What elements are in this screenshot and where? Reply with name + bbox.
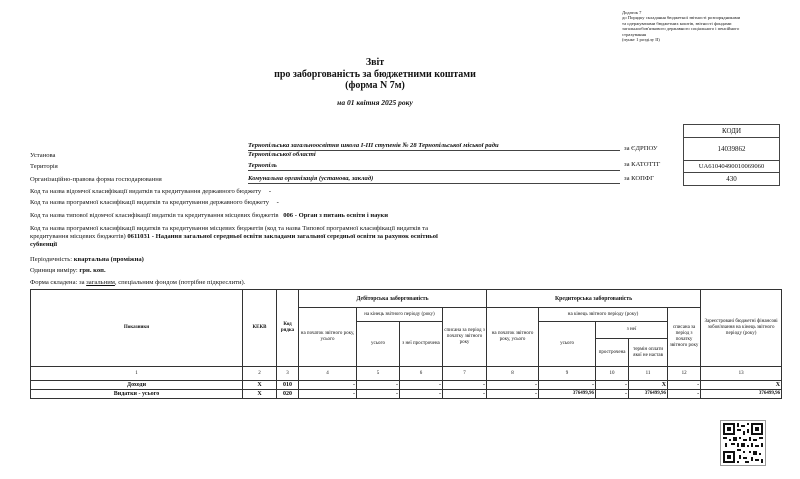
cell: - — [443, 390, 487, 399]
cell: - — [357, 390, 400, 399]
appendix-line: (пункт 1 розділу II) — [622, 37, 660, 43]
title-line-2: про заборгованість за бюджетними коштами — [274, 68, 476, 80]
col-number: 10 — [596, 367, 629, 381]
state-dept-value: - — [268, 188, 272, 195]
legal-form-label: Організаційно-правова форма господарювання — [30, 176, 162, 183]
title-line-3: (форма N 7м) — [345, 80, 405, 91]
cell: 376499,96 — [629, 390, 668, 399]
katottg-label: за КАТОТТГ — [624, 161, 661, 168]
cell: - — [400, 381, 443, 390]
edrpou-code: 14039862 — [684, 137, 780, 160]
unit-label: Одиниця виміру: — [30, 267, 78, 274]
col-number: 6 — [400, 367, 443, 381]
header-c-end: на кінець звітного періоду (року) — [539, 308, 668, 322]
col-number: 5 — [357, 367, 400, 381]
header-debit: Дебіторська заборгованість — [299, 290, 487, 308]
appendix-line: до Порядку складання бюджетної звітності розпорядниками — [622, 15, 741, 21]
header-c-registered: Зареєстровані бюджетні фінансові зобов'язання на кінець звітного періоду (року) — [701, 290, 782, 367]
state-dept-label: Код та назва відомчої класифікації видатків та кредитування державного бюджету — [30, 188, 262, 195]
row-code: 020 — [277, 390, 299, 399]
row-name: Видатки - усього — [31, 390, 243, 399]
qr-code — [720, 420, 766, 466]
table-row — [31, 381, 782, 390]
institution-value-line2: Тернопільської області — [248, 151, 316, 158]
header-d-start: на початок звітного року, усього — [299, 308, 357, 367]
local-program-value: 0611031 - Надання загальної середньої освіти закладами загальної середньої освіти за рахунок освітньої — [127, 233, 438, 240]
header-c-written: списана за період з початку звітного року — [668, 308, 701, 367]
unit — [30, 267, 106, 275]
cell: X — [701, 381, 782, 390]
header-d-written: списана за період з початку звітного року — [443, 308, 487, 367]
cell: X — [629, 381, 668, 390]
appendix-line: Додаток 7 — [622, 10, 642, 15]
header-c-overdue: прострочена — [596, 339, 629, 366]
form-note — [30, 279, 245, 287]
header-d-total: усього — [357, 322, 400, 367]
kopfg-label: за КОПФГ — [624, 175, 654, 182]
form-note-suffix: , спеціальним фондом (потрібне підкреслити). — [114, 279, 246, 286]
col-number: 4 — [299, 367, 357, 381]
row-code: 010 — [277, 381, 299, 390]
appendix-line: страхування — [622, 31, 647, 37]
state-dept-classifier — [30, 188, 271, 196]
codes-header: КОДИ — [684, 125, 780, 138]
header-kekv: КЕКВ — [243, 290, 277, 367]
row-name: Доходи — [31, 381, 243, 390]
appendix-line: загальнообов'язкового державного соціального і пенсійного — [622, 26, 740, 32]
col-number: 9 — [539, 367, 596, 381]
state-program-classifier — [30, 199, 279, 207]
cell: - — [596, 381, 629, 390]
report-title — [230, 57, 520, 92]
kopfg-code: 430 — [684, 173, 780, 186]
col-number: 12 — [668, 367, 701, 381]
header-credit: Кредиторська заборгованість — [487, 290, 701, 308]
debt-table — [30, 289, 782, 399]
periodicity-value: квартальна (проміжна) — [73, 256, 144, 263]
territory-value: Тернопіль — [248, 162, 620, 171]
local-program-line3: субвенції — [30, 241, 58, 248]
cell: - — [443, 381, 487, 390]
report-date: на 01 квітня 2025 року — [337, 98, 413, 107]
column-numbers-row — [31, 367, 782, 381]
cell: - — [487, 381, 539, 390]
periodicity — [30, 256, 144, 264]
header-c-of-group — [596, 322, 668, 367]
cell: 376499,96 — [701, 390, 782, 399]
cell: - — [668, 390, 701, 399]
header-c-due: термін оплати якої не настав — [633, 346, 664, 358]
appendix-note — [622, 10, 782, 42]
territory-label: Територія — [30, 163, 58, 170]
header-indicators: Показники — [31, 290, 243, 367]
cell: - — [400, 390, 443, 399]
unit-value: грн. коп. — [79, 267, 106, 274]
header-c-of: з неї — [596, 322, 667, 339]
cell: - — [299, 390, 357, 399]
local-typical-value: 006 - Орган з питань освіти і науки — [283, 212, 388, 219]
col-number: 1 — [31, 367, 243, 381]
local-typical-classifier — [30, 212, 388, 220]
header-d-overdue: з неї прострочена — [400, 322, 443, 367]
form-note-general: загальним — [86, 279, 115, 286]
title-line-1: Звіт — [365, 57, 385, 68]
cell: - — [539, 381, 596, 390]
cell: - — [357, 381, 400, 390]
row-kekv: X — [243, 381, 277, 390]
form-note-prefix: Форма складена: за — [30, 279, 85, 286]
cell: - — [596, 390, 629, 399]
state-program-label: Код та назва програмної класифікації видатків та кредитування державного бюджету — [30, 199, 270, 206]
col-number: 3 — [277, 367, 299, 381]
col-number: 11 — [629, 367, 668, 381]
cell: - — [487, 390, 539, 399]
local-program-line1: Код та назва програмної класифікації видатків та кредитування місцевих бюджетів (код та назва Типової програмної класифікації видатків та — [30, 225, 429, 232]
katottg-code: UA61040490010069060 — [684, 160, 780, 173]
header-code: Код рядка — [277, 290, 299, 367]
header-d-end: на кінець звітного періоду (року) — [357, 308, 443, 322]
local-program-classifier — [30, 225, 590, 249]
local-typical-label: Код та назва типової відомчої класифікації видатків та кредитування місцевих бюджетів — [30, 212, 279, 219]
institution-value-line1: Тернопільська загальноосвітня школа І-ІІІ ступенів № 28 Тернопільської міської ради — [248, 142, 620, 151]
periodicity-label: Періодичність: — [30, 256, 73, 263]
appendix-line: та одержувачами бюджетних коштів, звітності фондами — [622, 20, 732, 26]
edrpou-label: за ЄДРПОУ — [624, 145, 658, 152]
legal-form-value: Комунальна організація (установа, заклад) — [248, 175, 620, 184]
institution-label: Установа — [30, 152, 56, 159]
col-number: 2 — [243, 367, 277, 381]
table-row — [31, 390, 782, 399]
cell: - — [668, 381, 701, 390]
col-number: 8 — [487, 367, 539, 381]
cell: - — [299, 381, 357, 390]
codes-table — [683, 124, 780, 186]
row-kekv: X — [243, 390, 277, 399]
col-number: 7 — [443, 367, 487, 381]
header-c-start: на початок звітного року, усього — [487, 308, 539, 367]
col-number: 13 — [701, 367, 782, 381]
cell: 376499,96 — [539, 390, 596, 399]
local-program-prefix: кредитування місцевих бюджетів) — [30, 233, 126, 240]
header-c-total: усього — [539, 322, 596, 367]
state-program-value: - — [276, 199, 279, 206]
